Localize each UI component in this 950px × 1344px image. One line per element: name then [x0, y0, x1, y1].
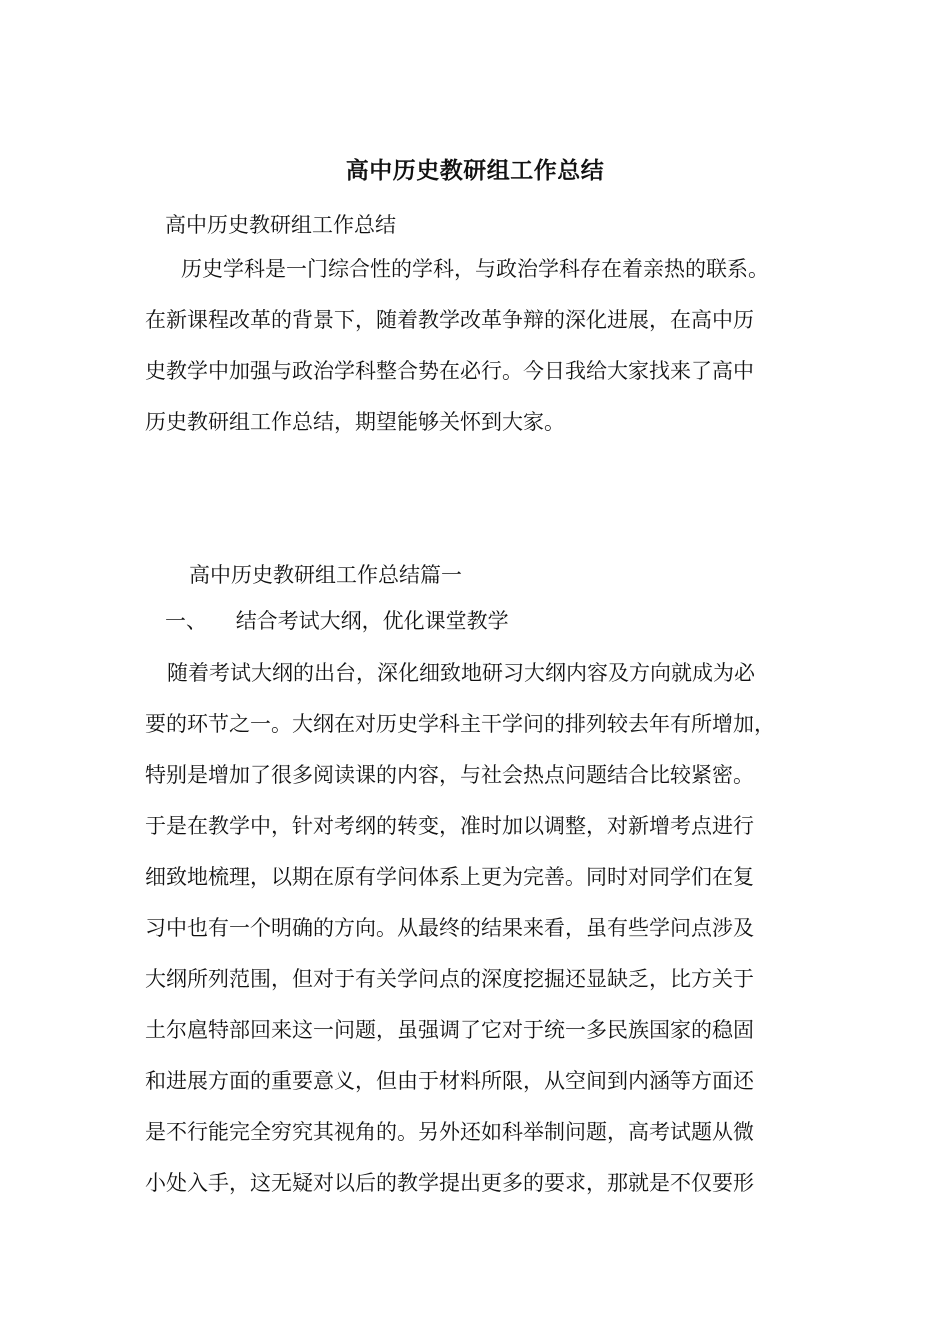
item-number: 一、: [165, 609, 207, 633]
body-line: 小处入手，这无疑对以后的教学提出更多的要求，那就是不仅要形: [145, 1171, 754, 1195]
intro-line: 在新课程改革的背景下，随着教学改革争辩的深化进展，在高中历: [145, 308, 754, 332]
body-line: 大纲所列范围，但对于有关学问点的深度挖掘还显缺乏，比方关于: [145, 967, 754, 991]
body-paragraph: [145, 648, 825, 1209]
body-line: 土尔扈特部回来这一问题，虽强调了它对于统一多民族国家的稳固: [145, 1018, 754, 1042]
body-line: 习中也有一个明确的方向。从最终的结果来看，虽有些学问点涉及: [145, 916, 754, 940]
body-line: 要的环节之一。大纲在对历史学科主干学问的排列较去年有所增加，: [145, 712, 775, 736]
section-heading: 高中历史教研组工作总结篇一: [189, 563, 462, 587]
document-subtitle: 高中历史教研组工作总结: [165, 213, 396, 237]
body-line: 随着考试大纲的出台，深化细致地研习大纲内容及方向就成为必: [167, 661, 755, 685]
item-heading: [165, 606, 509, 636]
intro-line: 史教学中加强与政治学科整合势在必行。今日我给大家找来了高中: [145, 359, 754, 383]
intro-line: 历史学科是一门综合性的学科，与政治学科存在着亲热的联系。: [181, 257, 769, 281]
body-line: 特别是增加了很多阅读课的内容，与社会热点问题结合比较紧密。: [145, 763, 754, 787]
body-line: 于是在教学中，针对考纲的转变，准时加以调整，对新增考点进行: [145, 814, 754, 838]
intro-paragraph: [145, 244, 825, 448]
body-line: 是不行能完全穷究其视角的。另外还如科举制问题，高考试题从微: [145, 1120, 754, 1144]
intro-line: 历史教研组工作总结，期望能够关怀到大家。: [145, 410, 565, 434]
item-title: 结合考试大纲，优化课堂教学: [235, 609, 509, 633]
body-line: 细致地梳理，以期在原有学问体系上更为完善。同时对同学们在复: [145, 865, 754, 889]
body-line: 和进展方面的重要意义，但由于材料所限，从空间到内涵等方面还: [145, 1069, 754, 1093]
document-title: 高中历史教研组工作总结: [345, 157, 605, 184]
